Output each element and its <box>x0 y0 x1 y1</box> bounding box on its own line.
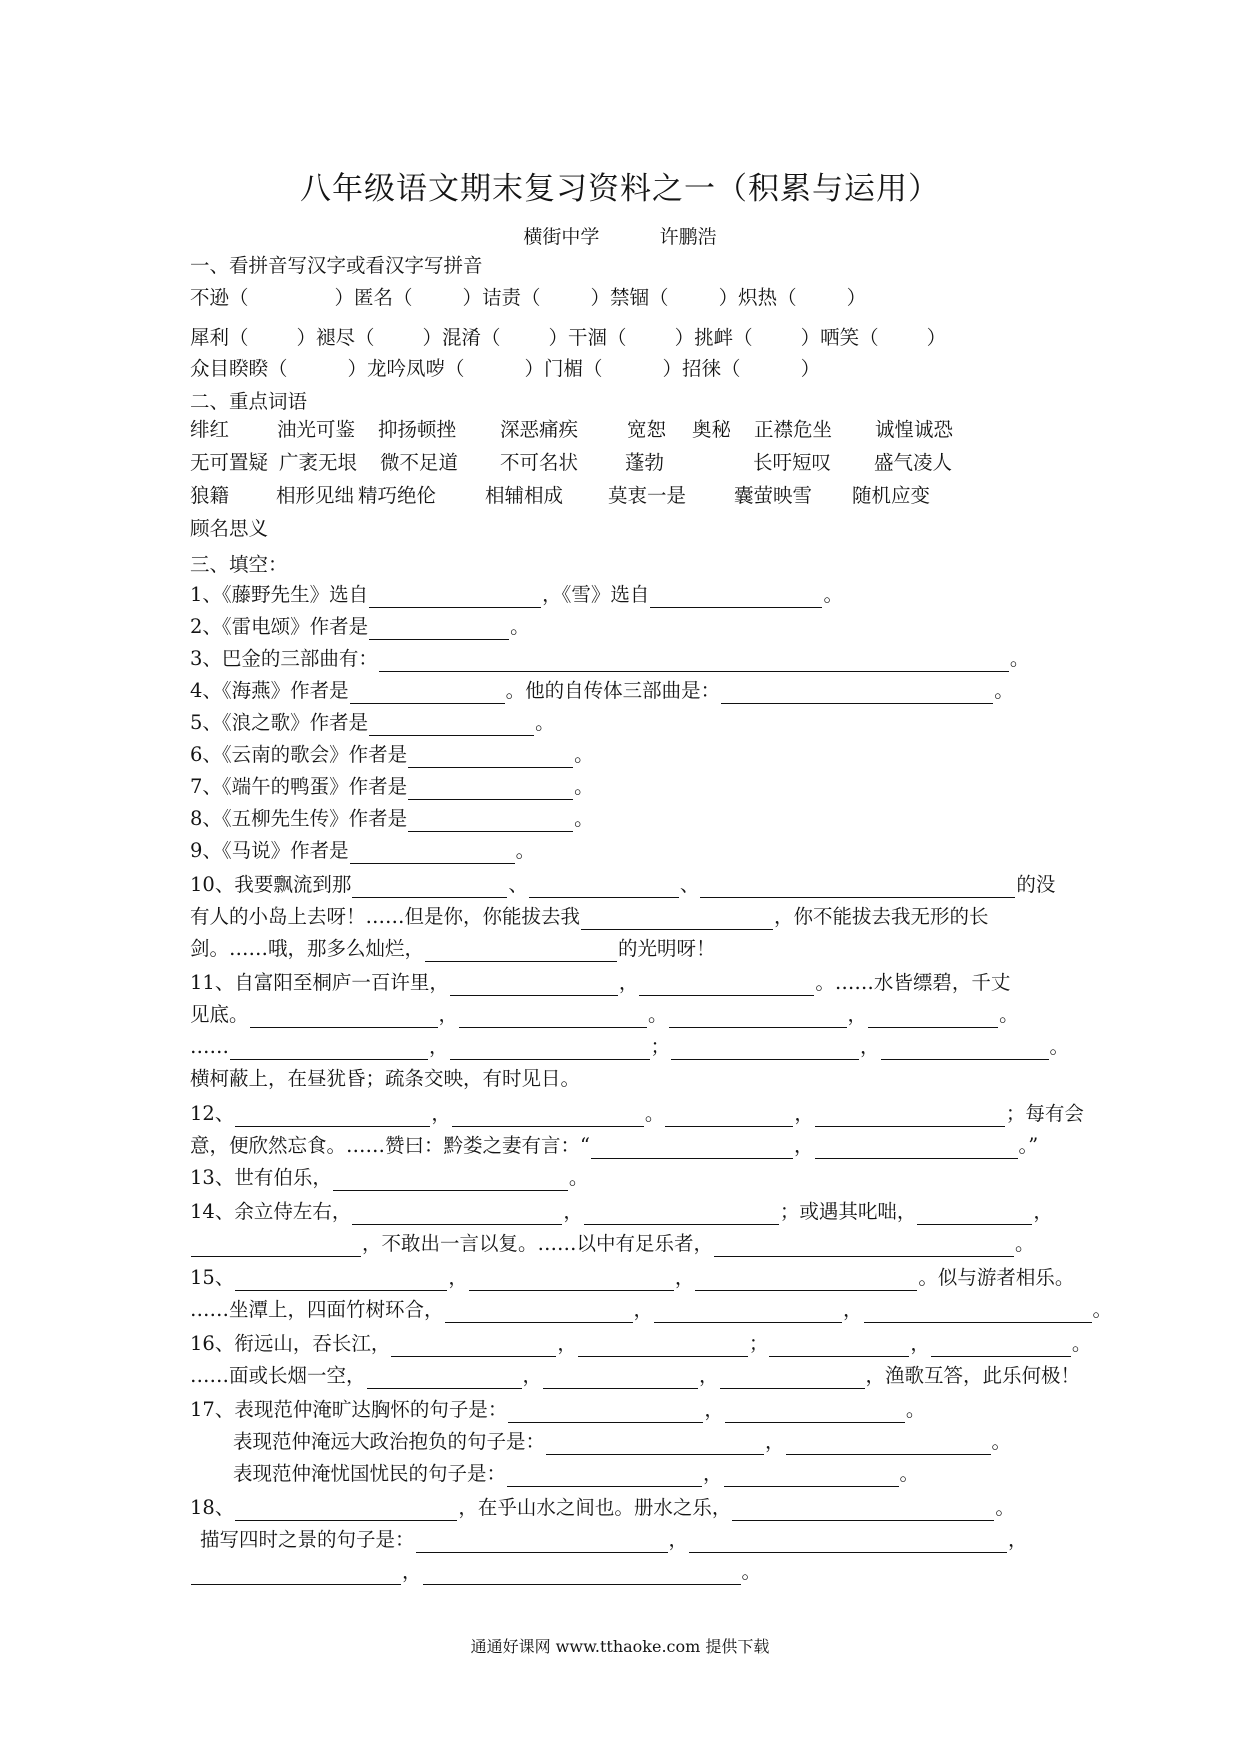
question-line <box>190 1133 1060 1159</box>
pinyin-item-text: ）诘责（ <box>462 286 541 309</box>
answer-blank[interactable] <box>529 877 679 898</box>
answer-blank[interactable] <box>450 975 618 996</box>
answer-blank[interactable] <box>591 1138 793 1159</box>
question-line <box>190 1265 1075 1291</box>
answer-blank[interactable] <box>250 1007 438 1028</box>
question-line <box>190 774 1060 800</box>
answer-blank[interactable] <box>581 909 773 930</box>
answer-blank[interactable] <box>689 1532 1007 1553</box>
question-text: 11、自富阳至桐庐一百许里， <box>190 971 449 994</box>
question-text: 12、 <box>190 1102 235 1125</box>
question-line <box>190 936 1060 962</box>
question-text: ， <box>1033 1200 1053 1223</box>
key-term: 莫衷一是 <box>608 484 687 507</box>
question-text: 有人的小岛上去呀！……但是你，你能拔去我 <box>190 905 581 928</box>
question-text: …… <box>190 1035 229 1058</box>
answer-blank[interactable] <box>917 1204 1032 1225</box>
question-line <box>190 970 1060 996</box>
question-text: ，《雪》选自 <box>542 583 650 606</box>
question-text: 描写四时之景的句子是： <box>200 1528 415 1551</box>
page-title: 八年级语文期末复习资料之一（积累与运用） <box>300 171 940 207</box>
question-text: 。 <box>1071 1332 1092 1355</box>
question-text: 8、《五柳先生传》作者是 <box>190 807 408 830</box>
answer-blank[interactable] <box>367 1368 522 1389</box>
answer-blank[interactable] <box>235 1270 447 1291</box>
pinyin-item-text: ）褪尽（ <box>296 326 375 349</box>
question-text: ， <box>633 1298 654 1321</box>
answer-blank[interactable] <box>369 619 509 640</box>
key-term: 随机应变 <box>852 484 931 507</box>
question-line <box>190 872 1060 898</box>
pinyin-row-2 <box>190 325 1060 351</box>
key-term: 抑扬顿挫 <box>378 418 457 441</box>
key-term: 顾名思义 <box>190 517 269 540</box>
question-line <box>233 1429 1103 1455</box>
answer-blank[interactable] <box>423 1564 741 1585</box>
question-text: ，渔歌互答，此乐何极！ <box>865 1364 1081 1387</box>
question-line <box>190 1297 1113 1323</box>
question-text: 7、《端午的鸭蛋》作者是 <box>190 775 408 798</box>
question-text: 。 <box>741 1560 762 1583</box>
question-text: 5、《浪之歌》作者是 <box>190 711 369 734</box>
answer-blank[interactable] <box>724 1466 899 1487</box>
answer-blank[interactable] <box>508 1402 703 1423</box>
answer-blank[interactable] <box>669 1007 847 1028</box>
question-line <box>190 1495 1060 1521</box>
question-text: 13、世有伯乐， <box>190 1166 332 1189</box>
answer-blank[interactable] <box>230 1039 428 1060</box>
question-text: ， <box>793 1134 814 1157</box>
question-text: 17、表现范仲淹旷达胸怀的句子是： <box>190 1398 508 1421</box>
pinyin-item-text: 犀利（ <box>190 326 249 349</box>
question-text: 。 <box>1009 647 1030 670</box>
question-text: 表现范仲淹忧国忧民的句子是： <box>233 1462 507 1485</box>
answer-blank[interactable] <box>369 587 541 608</box>
question-line <box>190 614 1060 640</box>
pinyin-item-text: ）干涸（ <box>548 326 627 349</box>
answer-blank[interactable] <box>864 1302 1092 1323</box>
question-text: 横柯蔽上，在昼犹昏；疏条交映，有时见日。 <box>190 1067 581 1090</box>
key-term: 蓬勃 <box>625 451 665 474</box>
question-text: 。 <box>1015 1232 1035 1255</box>
answer-blank[interactable] <box>333 1170 568 1191</box>
question-text: 。 <box>568 1166 589 1189</box>
question-text: 。” <box>1018 1134 1039 1157</box>
question-line <box>190 904 1060 930</box>
question-text: 。 <box>994 679 1014 702</box>
section2-heading: 二、重点词语 <box>190 390 308 413</box>
answer-blank[interactable] <box>459 1007 647 1028</box>
question-text: ， <box>402 1560 422 1583</box>
key-term: 相形见绌 <box>276 484 355 507</box>
answer-blank[interactable] <box>654 1302 842 1323</box>
question-text: 。 <box>644 1102 665 1125</box>
answer-blank[interactable] <box>408 779 573 800</box>
question-text: ， <box>843 1298 863 1321</box>
pinyin-item-text: ）门楣（ <box>524 357 603 380</box>
question-line <box>233 1461 1103 1487</box>
key-term: 诚惶诚恐 <box>875 418 954 441</box>
pinyin-item-text: 众目睽睽（ <box>190 357 288 380</box>
answer-blank[interactable] <box>191 1236 361 1257</box>
answer-blank[interactable] <box>350 843 515 864</box>
key-term: 广袤无垠 <box>279 451 358 474</box>
answer-blank[interactable] <box>191 1564 401 1585</box>
question-line <box>190 1034 1070 1060</box>
question-text: 。 <box>510 615 530 638</box>
answer-blank[interactable] <box>639 975 814 996</box>
question-line <box>190 1165 1060 1191</box>
answer-blank[interactable] <box>732 1500 994 1521</box>
answer-blank[interactable] <box>720 1368 865 1389</box>
question-text: 剑。……哦，那多么灿烂， <box>190 937 425 960</box>
answer-blank[interactable] <box>815 1138 1018 1159</box>
footer-text: 通通好课网 www.tthaoke.com 提供下载 <box>470 1637 770 1656</box>
question-text: ， <box>703 1462 723 1485</box>
question-text: ，在乎山水之间也。册水之乐， <box>458 1496 732 1519</box>
answer-blank[interactable] <box>714 1236 1014 1257</box>
question-text: ， <box>448 1266 468 1289</box>
pinyin-item-text: ）招徕（ <box>662 357 741 380</box>
school-name: 横街中学 <box>523 226 600 248</box>
question-text: ， <box>674 1266 695 1289</box>
answer-blank[interactable] <box>235 1106 430 1127</box>
question-text: ， <box>431 1102 451 1125</box>
author-name: 许鹏浩 <box>659 226 717 248</box>
question-text: ；每有会 <box>1005 1102 1084 1125</box>
answer-blank[interactable] <box>815 1106 1005 1127</box>
question-text: 。 <box>823 583 843 606</box>
key-term: 油光可鉴 <box>277 418 356 441</box>
question-text: ， <box>1008 1528 1028 1551</box>
answer-blank[interactable] <box>725 1402 905 1423</box>
question-text: ， <box>847 1003 868 1026</box>
question-text: 。 <box>995 1496 1015 1519</box>
answer-blank[interactable] <box>450 1039 650 1060</box>
answer-blank[interactable] <box>379 651 1009 672</box>
question-text: 1、《藤野先生》选自 <box>190 583 369 606</box>
key-term: 相辅相成 <box>485 484 564 507</box>
question-text: 。 <box>648 1003 668 1026</box>
answer-blank[interactable] <box>931 1336 1071 1357</box>
answer-blank[interactable] <box>350 683 505 704</box>
answer-blank[interactable] <box>650 587 822 608</box>
question-text: 的光明呀！ <box>618 937 716 960</box>
answer-blank[interactable] <box>700 877 1015 898</box>
question-text: ； <box>650 1035 671 1058</box>
question-text: ，不敢出一言以复。……以中有足乐者， <box>362 1232 714 1255</box>
question-text: 表现范仲淹远大政治抱负的句子是： <box>233 1430 546 1453</box>
answer-blank[interactable] <box>546 1434 764 1455</box>
question-text: ， <box>618 971 639 994</box>
key-term: 微不足道 <box>380 451 459 474</box>
answer-blank[interactable] <box>665 1106 793 1127</box>
question-line <box>190 1331 1092 1357</box>
question-text: ， <box>860 1035 880 1058</box>
answer-blank[interactable] <box>235 1500 457 1521</box>
question-text: 2、《雷电颂》作者是 <box>190 615 369 638</box>
answer-blank[interactable] <box>578 1336 748 1357</box>
answer-blank[interactable] <box>352 1204 562 1225</box>
key-term: 狼籍 <box>190 484 230 507</box>
answer-blank[interactable] <box>352 877 507 898</box>
pinyin-item-text: ） <box>800 357 821 380</box>
pinyin-row-1 <box>190 285 1060 311</box>
question-text: ， <box>563 1200 583 1223</box>
pinyin-item-text: ） <box>926 326 947 349</box>
section3-heading: 三、填空： <box>190 553 288 576</box>
question-line <box>190 1002 1060 1028</box>
question-line <box>190 582 1060 608</box>
question-text: 3、巴金的三部曲有： <box>190 647 378 670</box>
answer-blank[interactable] <box>786 1434 991 1455</box>
question-text: 。 <box>515 839 536 862</box>
question-line <box>190 710 1060 736</box>
key-term: 长吁短叹 <box>753 451 832 474</box>
answer-blank[interactable] <box>868 1007 998 1028</box>
answer-blank[interactable] <box>881 1039 1049 1060</box>
key-term: 正襟危坐 <box>754 418 833 441</box>
answer-blank[interactable] <box>671 1039 859 1060</box>
question-text: 、 <box>679 873 700 896</box>
pinyin-item-text: ）哂笑（ <box>800 326 879 349</box>
key-term: 囊萤映雪 <box>734 484 813 507</box>
key-term: 精巧绝伦 <box>358 484 437 507</box>
question-text: ， <box>429 1035 449 1058</box>
question-line <box>190 742 1060 768</box>
section1-heading: 一、看拼音写汉字或看汉字写拼音 <box>190 254 483 277</box>
byline <box>0 222 1240 249</box>
question-text: ， <box>438 1003 459 1026</box>
answer-blank[interactable] <box>469 1270 674 1291</box>
question-text: ， <box>522 1364 543 1387</box>
key-term: 盛气凌人 <box>874 451 953 474</box>
question-text: ，你不能拔去我无形的长 <box>774 905 989 928</box>
question-text: 。 <box>999 1003 1019 1026</box>
pinyin-item-text: ）匿名（ <box>334 286 413 309</box>
answer-blank[interactable] <box>507 1466 702 1487</box>
question-text: ， <box>910 1332 930 1355</box>
question-text: ； <box>748 1332 769 1355</box>
answer-blank[interactable] <box>408 811 573 832</box>
question-line <box>200 1527 1070 1553</box>
question-text: 。……水皆缥碧，千丈 <box>815 971 1011 994</box>
key-term: 无可置疑 <box>190 451 269 474</box>
pinyin-item-text: ）炽热（ <box>718 286 797 309</box>
key-term: 深恶痛疾 <box>500 418 579 441</box>
answer-blank[interactable] <box>445 1302 633 1323</box>
question-text: ， <box>794 1102 814 1125</box>
pinyin-row-3 <box>190 356 1060 382</box>
question-line <box>190 1101 1084 1127</box>
question-text: 。 <box>1049 1035 1070 1058</box>
question-text: ， <box>668 1528 689 1551</box>
question-text: 9、《马说》作者是 <box>190 839 349 862</box>
question-text: ， <box>699 1364 719 1387</box>
question-text: 。 <box>1092 1298 1113 1321</box>
answer-blank[interactable] <box>721 683 993 704</box>
question-line <box>190 1231 1060 1257</box>
question-text: 。 <box>899 1462 920 1485</box>
pinyin-item-text: ） <box>846 286 867 309</box>
question-line <box>190 1199 1060 1225</box>
question-line <box>190 1397 1060 1423</box>
question-text: 6、《云南的歌会》作者是 <box>190 743 408 766</box>
question-text: 18、 <box>190 1496 235 1519</box>
question-text: 意，便欣然忘食。……赞曰：黔娄之妻有言：“ <box>190 1134 590 1157</box>
question-text: 的没 <box>1016 873 1056 896</box>
question-text: 。 <box>991 1430 1012 1453</box>
question-line <box>190 838 1060 864</box>
question-text: 见底。 <box>190 1003 249 1026</box>
question-line <box>190 1559 1060 1585</box>
question-text: ……坐潭上，四面竹树环合， <box>190 1298 444 1321</box>
key-term: 绯红 <box>190 418 230 441</box>
question-text: 10、我要飘流到那 <box>190 873 352 896</box>
answer-blank[interactable] <box>695 1270 917 1291</box>
question-line <box>190 678 1060 704</box>
question-text: ， <box>765 1430 785 1453</box>
question-text: 14、余立侍左右， <box>190 1200 352 1223</box>
question-text: 。似与游者相乐。 <box>918 1266 1075 1289</box>
question-text: 。他的自传体三部曲是： <box>505 679 721 702</box>
question-line <box>190 646 1060 672</box>
answer-blank[interactable] <box>769 1336 909 1357</box>
question-text: 4、《海燕》作者是 <box>190 679 349 702</box>
question-line <box>190 1066 1060 1092</box>
question-text: 15、 <box>190 1266 235 1289</box>
answer-blank[interactable] <box>425 941 617 962</box>
question-line <box>190 1363 1081 1389</box>
question-text: 16、衔远山，吞长江， <box>190 1332 391 1355</box>
pinyin-item-text: ）混淆（ <box>422 326 501 349</box>
answer-blank[interactable] <box>369 715 534 736</box>
pinyin-item-text: ）龙吟凤哕（ <box>347 357 465 380</box>
answer-blank[interactable] <box>584 1204 779 1225</box>
key-term: 宽恕 <box>627 418 667 441</box>
question-text: ， <box>557 1332 577 1355</box>
question-text: ， <box>704 1398 724 1421</box>
question-text: ；或遇其叱咄， <box>779 1200 917 1223</box>
question-text: 。 <box>574 775 594 798</box>
key-term: 奥秘 <box>692 418 732 441</box>
question-text: 。 <box>905 1398 926 1421</box>
question-text: 。 <box>574 743 594 766</box>
question-line <box>190 806 1060 832</box>
question-text: 、 <box>508 873 528 896</box>
answer-blank[interactable] <box>416 1532 668 1553</box>
answer-blank[interactable] <box>543 1368 698 1389</box>
question-text: 。 <box>574 807 594 830</box>
answer-blank[interactable] <box>452 1106 644 1127</box>
answer-blank[interactable] <box>408 747 573 768</box>
question-text: 。 <box>535 711 555 734</box>
pinyin-item-text: ）挑衅（ <box>674 326 753 349</box>
answer-blank[interactable] <box>391 1336 556 1357</box>
pinyin-item-text: ）禁锢（ <box>590 286 669 309</box>
question-text: ……面或长烟一空， <box>190 1364 366 1387</box>
pinyin-item-text: 不逊（ <box>190 286 249 309</box>
key-term: 不可名状 <box>500 451 579 474</box>
